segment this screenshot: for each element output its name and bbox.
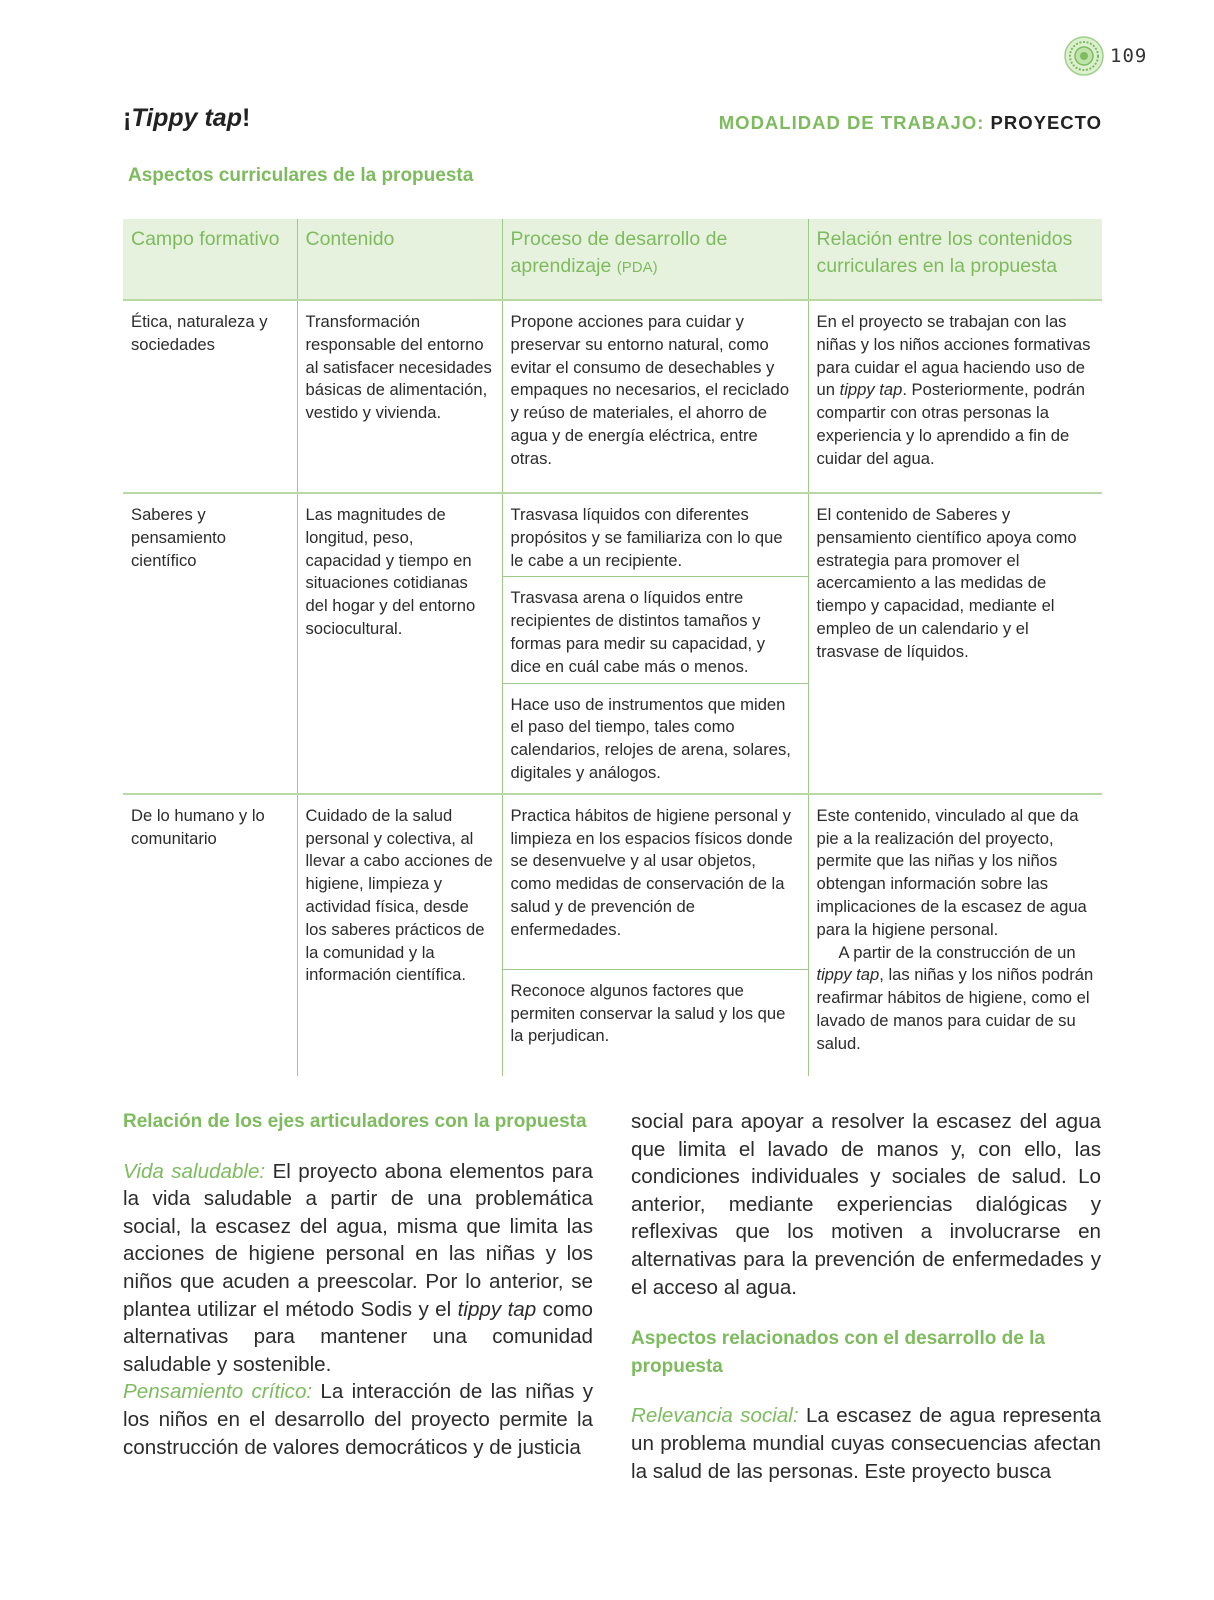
left-column <box>123 1108 593 1461</box>
desarrollo-heading: Aspectos relacionados con el desarrollo de la propuesta <box>631 1328 1045 1377</box>
pda-item: Trasvasa líquidos con diferentes propósitos y se familiariza con lo que le cabe a un recipiente. <box>510 505 783 570</box>
page-number-group <box>1064 36 1147 76</box>
cell-campo: Saberes y pensamiento científico <box>123 493 297 794</box>
cell-pda <box>502 493 808 794</box>
right-column <box>631 1108 1101 1485</box>
pensamiento-critico-paragraph: Pensamiento crítico: La interacción de las niñas y los niños en el desarrollo del proyecto permite la construcción de valores democráticos y de justicia <box>123 1380 593 1459</box>
table-header-row <box>123 219 1102 300</box>
vida-saludable-paragraph: Vida saludable: El proyecto abona elementos para la vida saludable a partir de una problemática social, la escasez del agua, misma que limita las acciones de higiene personal en las niñas y los niños que acuden a preescolar. Por lo anterior, se plantea utilizar el método Sodis y el tippy tap como alternativas para mantener una comunidad saludable y sostenible. <box>123 1159 593 1376</box>
cell-relacion: Este contenido, vinculado al que da pie a la realización del proyecto, permite que las niñas y los niños obtengan información sobre las implicaciones de la escasez de agua para la higiene personal. A partir de la construcción de un tippy tap, las niñas y los niños podrán reafirmar hábitos de higiene, como el lavado de manos para cuidar de su salud. <box>808 794 1102 1076</box>
cell-campo: De lo humano y lo comunitario <box>131 805 265 848</box>
page-title: ¡Tippy tap! <box>123 104 251 132</box>
pda-item: Hace uso de instrumentos que miden el paso del tiempo, tales como calendarios, relojes de arena, solares, digitales y análogos. <box>503 683 808 789</box>
cell-contenido: Cuidado de la salud personal y colectiva, al llevar a cabo acciones de higiene, limpieza y actividad física, desde los saberes prácticos de la comunidad y la información científica. <box>297 794 502 1076</box>
modalidad-label <box>719 112 1102 134</box>
green-rosette-icon <box>1064 36 1104 76</box>
table-row <box>123 493 1102 794</box>
modalidad-key: MODALIDAD DE TRABAJO: <box>718 112 985 133</box>
relevancia-social-paragraph: Relevancia social: La escasez de agua representa un problema mundial cuyas consecuencias afectan la salud de las personas. Este proyecto busca <box>631 1404 1101 1483</box>
pda-item: Practica hábitos de higiene personal y limpieza en los espacios físicos donde se desenvuelve y al usar objetos, como medidas de conservación de la salud y de prevención de enfermedades. <box>510 805 793 939</box>
table-row <box>123 794 1102 1076</box>
page-number: 109 <box>1110 45 1148 67</box>
continuation-paragraph: social para apoyar a resolver la escasez del agua que limita el lavado de manos y, con ello, las condiciones individuales y sociales de salud. Lo anterior, mediante experiencias dialógicas y reflexivas que los motiven a involucrarse en alternativas para la prevención de enfermedades y el acceso al agua. <box>631 1110 1101 1299</box>
curricular-table <box>123 219 1102 1076</box>
header-contenido: Contenido <box>297 219 502 300</box>
section-title: Aspectos curriculares de la propuesta <box>128 165 474 186</box>
cell-relacion: En el proyecto se trabajan con las niñas y los niños acciones formativas para cuidar el agua haciendo uso de un tippy tap. Posteriormente, podrán compartir con otras personas la experiencia y lo aprendido a fin de cuidar del agua. <box>808 300 1102 493</box>
modalidad-value: PROYECTO <box>990 112 1102 133</box>
pda-item: Reconoce algunos factores que permiten conservar la salud y los que la perjudican. <box>503 969 808 1052</box>
header-campo: Campo formativo <box>123 219 297 300</box>
header-pda: Proceso de desarrollo de aprendizaje (PDA) <box>502 219 808 300</box>
cell-contenido: Las magnitudes de longitud, peso, capacidad y tiempo en situaciones cotidianas del hogar y del entorno sociocultural. <box>297 493 502 794</box>
ejes-heading: Relación de los ejes articuladores con la propuesta <box>123 1111 587 1132</box>
cell-campo: Ética, naturaleza y sociedades <box>123 300 297 493</box>
cell-contenido: Transformación responsable del entorno al satisfacer necesidades básicas de alimentación, vestido y vivienda. <box>297 300 502 493</box>
table-row <box>123 300 1102 493</box>
header-relacion: Relación entre los contenidos curriculares en la propuesta <box>808 219 1102 300</box>
cell-pda <box>502 794 808 1076</box>
cell-relacion: El contenido de Saberes y pensamiento científico apoya como estrategia para promover el acercamiento a las medidas de tiempo y capacidad, mediante el empleo de un calendario y el trasvase de líquidos. <box>808 493 1102 794</box>
pda-item: Trasvasa arena o líquidos entre recipientes de distintos tamaños y formas para medir su capacidad, y dice en cuál cabe más o menos. <box>503 576 808 682</box>
cell-pda: Propone acciones para cuidar y preservar su entorno natural, como evitar el consumo de desechables y empaques no necesarios, el reciclado y reúso de materiales, el ahorro de agua y de energía eléctrica, entre otras. <box>502 300 808 493</box>
